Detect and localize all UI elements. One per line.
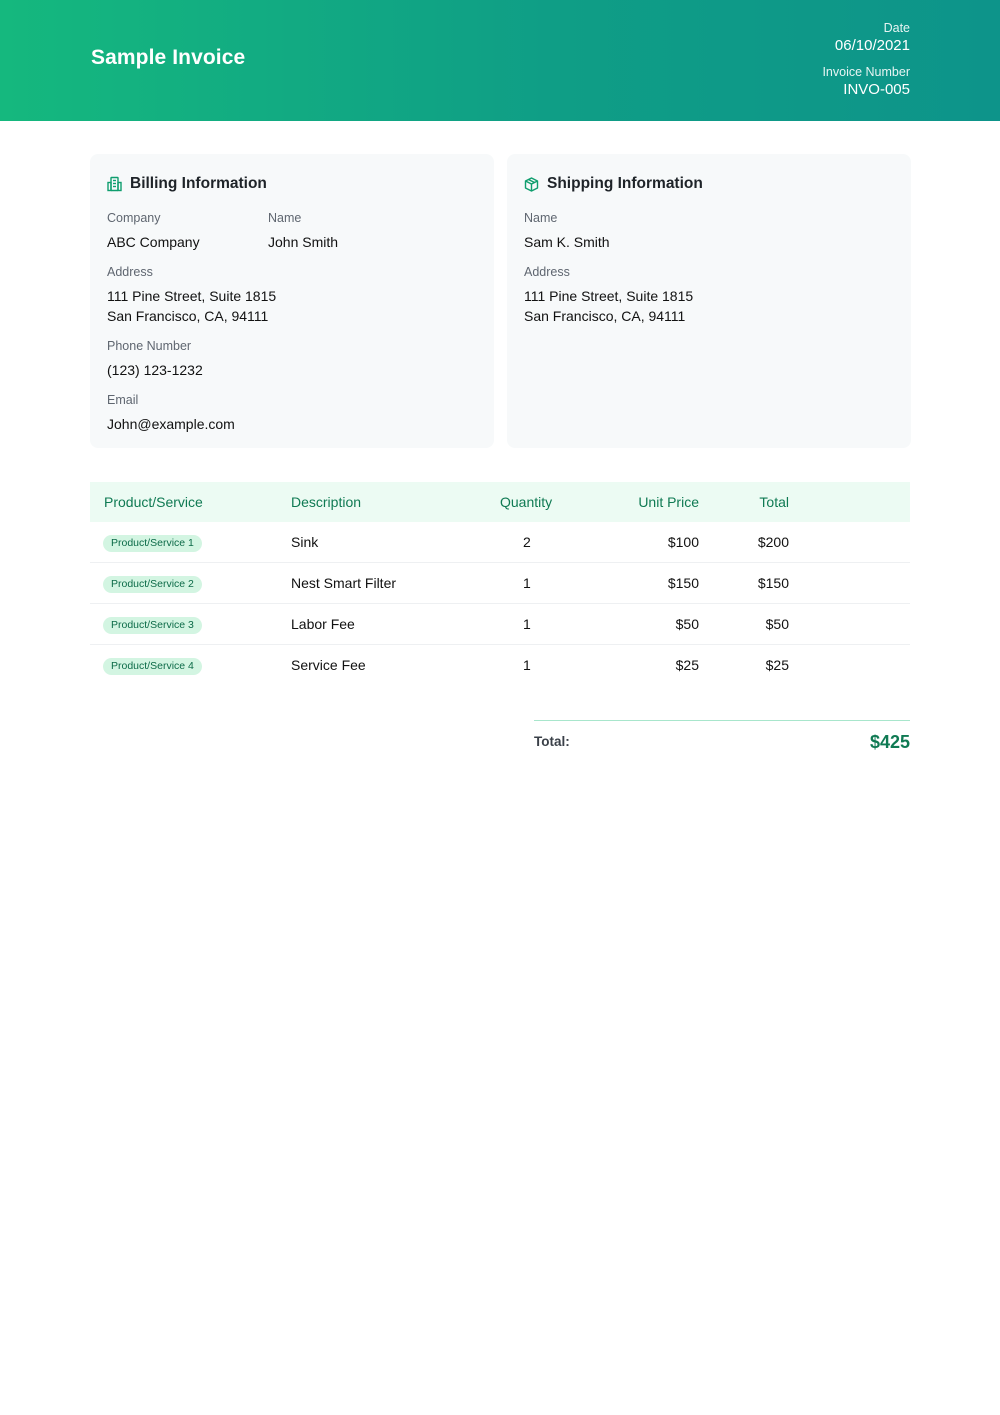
billing-address-field — [107, 264, 276, 326]
product-badge: Product/Service 3 — [103, 617, 202, 634]
company-value: ABC Company — [107, 234, 200, 250]
table-row — [90, 604, 910, 645]
row-quantity: 2 — [523, 534, 531, 550]
shipping-title-text: Shipping Information — [547, 175, 703, 192]
shipping-address-line1: 111 Pine Street, Suite 1815 — [524, 288, 694, 304]
row-total: $50 — [765, 616, 789, 632]
row-unit-price: $50 — [675, 616, 699, 632]
product-badge: Product/Service 1 — [103, 535, 202, 552]
shipping-address-label: Address — [524, 265, 570, 279]
billing-title — [107, 175, 267, 193]
billing-address-label: Address — [107, 265, 153, 279]
package-icon — [524, 177, 539, 192]
product-badge: Product/Service 4 — [103, 658, 202, 675]
billing-title-text: Billing Information — [130, 175, 267, 192]
row-quantity: 1 — [523, 657, 531, 673]
header-quantity: Quantity — [500, 494, 553, 510]
billing-name-value: John Smith — [268, 234, 339, 250]
row-total: $25 — [765, 657, 789, 673]
company-label: Company — [107, 211, 161, 225]
page-title: Sample Invoice — [91, 46, 246, 69]
billing-address-line1: 111 Pine Street, Suite 1815 — [107, 288, 277, 304]
shipping-address-field — [524, 264, 693, 326]
invoice-number-value: INVO-005 — [843, 81, 910, 98]
table-header — [90, 482, 910, 522]
phone-value: (123) 123-1232 — [107, 362, 203, 378]
row-description: Service Fee — [291, 657, 366, 673]
date-label: Date — [883, 21, 910, 35]
phone-label: Phone Number — [107, 339, 192, 353]
invoice-header — [0, 0, 1000, 121]
billing-name-field — [268, 210, 338, 252]
shipping-name-label: Name — [524, 211, 558, 225]
total-value: $425 — [869, 732, 910, 752]
table-row — [90, 645, 910, 686]
row-total: $200 — [757, 534, 789, 550]
row-unit-price: $100 — [667, 534, 699, 550]
email-field — [107, 392, 235, 434]
header-total: Total — [759, 494, 789, 510]
shipping-address-line2: San Francisco, CA, 94111 — [524, 308, 686, 324]
line-items-table — [90, 482, 910, 686]
billing-name-label: Name — [268, 211, 302, 225]
product-badge: Product/Service 2 — [103, 576, 202, 593]
building-icon — [107, 176, 122, 192]
email-value: John@example.com — [107, 416, 235, 432]
invoice-meta — [822, 20, 910, 108]
table-row — [90, 563, 910, 604]
row-quantity: 1 — [523, 575, 531, 591]
shipping-name-field — [524, 210, 610, 252]
header-description: Description — [291, 494, 362, 510]
date-value: 06/10/2021 — [834, 37, 910, 54]
row-description: Labor Fee — [291, 616, 355, 632]
company-field — [107, 210, 200, 252]
row-description: Sink — [291, 534, 319, 550]
row-unit-price: $150 — [667, 575, 699, 591]
row-quantity: 1 — [523, 616, 531, 632]
phone-field — [107, 338, 203, 380]
total-label: Total: — [534, 734, 570, 749]
row-total: $150 — [757, 575, 789, 591]
billing-address-line2: San Francisco, CA, 94111 — [107, 308, 269, 324]
header-product: Product/Service — [104, 494, 203, 510]
shipping-name-value: Sam K. Smith — [524, 234, 610, 250]
email-label: Email — [107, 393, 139, 407]
row-description: Nest Smart Filter — [291, 575, 397, 591]
billing-card — [90, 154, 494, 448]
row-unit-price: $25 — [675, 657, 699, 673]
table-row — [90, 522, 910, 563]
header-unit-price: Unit Price — [638, 494, 699, 510]
shipping-title — [524, 175, 703, 193]
shipping-card — [507, 154, 911, 448]
total-divider — [534, 720, 910, 721]
invoice-number-label: Invoice Number — [822, 65, 910, 79]
